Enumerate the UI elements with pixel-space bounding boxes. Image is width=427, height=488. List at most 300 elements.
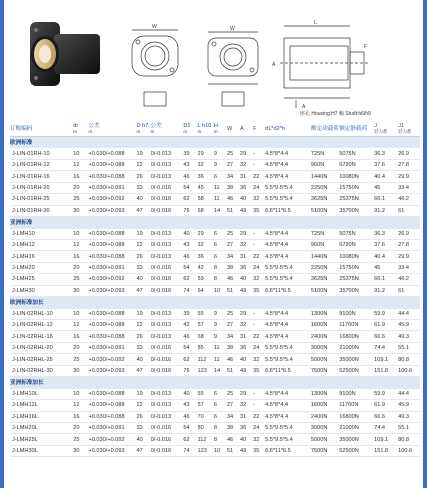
table-cell: 1440N [311,251,339,262]
table-cell: 0/-0.016 [151,342,184,353]
table-cell: 54 [183,182,197,193]
table-cell: 34 [227,251,240,262]
table-cell: 16800N [339,411,374,422]
table-cell: 44.4 [398,308,420,319]
table-cell: 26.9 [398,228,420,239]
table-cell: 66.1 [374,194,398,205]
table-cell: 36 [240,422,253,433]
table-row [10,239,420,250]
table-cell: 32 [240,239,253,250]
svg-text:A: A [272,62,276,68]
table-cell: +0.030/+0.091 [89,342,137,353]
order-code-cell: J-LMH12 [10,239,73,250]
table-cell: 54 [183,342,197,353]
column-header-unit: m [213,129,218,134]
table-cell: - [253,400,265,411]
order-code-cell: J-LMH30 [10,285,73,296]
table-cell: 112 [198,354,214,365]
table-cell: 8 [214,262,227,273]
table-cell: - [253,320,265,331]
table-cell: 40.4 [374,251,398,262]
table-row [10,388,420,399]
table-row [10,148,420,159]
table-cell: 36 [240,182,253,193]
table-cell: 6.6*11*6.5 [265,365,311,376]
table-cell: 123 [198,365,214,376]
svg-text:W: W [152,24,157,30]
table-cell: 29 [198,228,214,239]
table-cell: 10080N [339,251,374,262]
table-cell: 0/-0.013 [151,400,184,411]
table-cell: +0.030/+0.088 [89,400,137,411]
table-cell: 30 [73,285,88,296]
table-row [10,285,420,296]
table-cell: 10080N [339,171,374,182]
order-code-cell: J-LIN-02RHL-20 [10,342,73,353]
order-code-cell: J-LMH16 [10,251,73,262]
table-cell: 1300N [311,388,339,399]
table-cell: 32 [198,159,214,170]
tolerance-caption: 座孔 Housing:H7 軸 Shaft:h6/h9 [300,111,371,117]
table-cell: 22 [253,251,265,262]
table-cell: 32 [253,434,265,445]
table-cell: 40 [183,388,197,399]
table-cell: 6 [214,171,227,182]
table-row [10,320,420,331]
column-header-label: dr [73,123,79,129]
column-header-unit: m [73,129,77,134]
table-cell: 22 [136,320,150,331]
column-header-label: J [374,123,377,129]
table-cell: 960N [311,159,339,170]
table-cell: 49 [240,205,253,216]
table-cell: 49.3 [398,331,420,342]
table-cell: 35 [253,285,265,296]
section-title: 亚洲标准 [10,217,420,228]
table-cell: 32 [240,159,253,170]
table-cell: 32 [253,354,265,365]
table-cell: 39 [183,308,197,319]
table-cell: 25 [73,354,88,365]
table-row [10,171,420,182]
table-cell: - [253,228,265,239]
table-cell: 960N [311,239,339,250]
table-cell: 85 [198,342,214,353]
table-cell: 100.6 [398,365,420,376]
table-cell: 20 [73,182,88,193]
table-cell: 1440N [311,171,339,182]
column-header [339,122,374,137]
table-cell: 4.5*8*4.4 [265,159,311,170]
column-header-unit: m [183,129,188,134]
table-cell: 14 [214,365,227,376]
table-cell: 51 [227,205,240,216]
table-cell: 5.5*9.5*5.4 [265,354,311,365]
table-cell: 46.2 [398,194,420,205]
table-cell: 3000N [311,422,339,433]
order-code-cell: J-LIN-01RH-20 [10,182,73,193]
table-cell: 26.9 [398,148,420,159]
table-cell: 57 [198,400,214,411]
table-cell: 6 [214,411,227,422]
table-cell: 16 [73,411,88,422]
order-code-cell: J-LMH10L [10,388,73,399]
table-cell: 32 [136,342,150,353]
table-cell: 4.5*8*4.4 [265,411,311,422]
table-cell: 7500N [311,365,339,376]
table-cell: 26 [136,171,150,182]
table-cell: 11 [214,194,227,205]
table-cell: +0.030/+0.088 [89,148,137,159]
section-title: 欧洲标准 [10,137,420,148]
table-cell: 42 [183,320,197,331]
table-cell: 11 [214,182,227,193]
table-cell: 9100N [339,308,374,319]
table-cell: 21000N [339,342,374,353]
table-cell: 0/-0.013 [151,159,184,170]
table-cell: 0/-0.016 [151,182,184,193]
table-cell: 54 [183,262,197,273]
column-header [253,122,265,137]
table-cell: 151.8 [374,365,398,376]
column-header [136,122,150,137]
table-cell: 29 [240,148,253,159]
table-cell: 38 [227,422,240,433]
table-cell: 80.8 [398,354,420,365]
table-cell: - [253,239,265,250]
column-header [311,122,339,137]
table-cell: 29 [198,148,214,159]
table-cell: 55.1 [398,342,420,353]
table-cell: 40 [136,274,150,285]
table-cell: +0.030/+0.091 [89,262,137,273]
column-header [398,122,420,137]
table-cell: 46 [227,354,240,365]
table-cell: 3625N [311,194,339,205]
table-row [10,331,420,342]
table-cell: 4.5*8*4.4 [265,171,311,182]
column-header-unit: 轻力系 [398,129,412,134]
column-header [89,122,137,137]
table-cell: 51 [227,445,240,456]
column-header-label: 公差 [150,123,162,129]
table-cell: +0.030/+0.088 [89,171,137,182]
table-cell: 8 [214,422,227,433]
table-cell: 25 [227,308,240,319]
table-cell: 25375N [339,194,374,205]
table-cell: 46 [183,331,197,342]
table-cell: 4.5*8*4.4 [265,331,311,342]
column-header-label: D1 [183,123,191,129]
column-header-unit: m [136,129,141,134]
table-cell: 42 [198,262,214,273]
table-cell: 5.5*9.5*5.4 [265,422,311,433]
table-cell: 29 [240,228,253,239]
table-cell: 35 [253,205,265,216]
section-header-row [10,377,420,388]
table-cell: 0/-0.016 [151,434,184,445]
order-code-cell: J-LIN-01RH-16 [10,171,73,182]
table-cell: 32 [136,182,150,193]
table-cell: 61 [398,285,420,296]
table-cell: 76 [183,205,197,216]
table-cell: +0.030/+0.088 [89,251,137,262]
table-cell: 0/-0.016 [151,422,184,433]
table-cell: 27.8 [398,159,420,170]
table-cell: 32 [240,400,253,411]
table-cell: 40 [240,274,253,285]
table-cell: 37.6 [374,159,398,170]
table-cell: 45 [374,182,398,193]
table-cell: 64 [198,285,214,296]
table-cell: 61.9 [374,400,398,411]
column-header-label: 额定静载荷 [339,126,368,132]
column-header [227,122,240,137]
svg-text:L: L [314,20,317,26]
table-cell: 22 [136,239,150,250]
table-cell: 22 [253,331,265,342]
table-cell: 10 [73,148,88,159]
table-cell: 1600N [311,320,339,331]
table-cell: 27 [227,320,240,331]
table-cell: +0.030/+0.088 [89,239,137,250]
table-cell: 47 [136,285,150,296]
table-cell: 10 [73,228,88,239]
table-cell: 9 [214,320,227,331]
section-header-row [10,217,420,228]
table-cell: 12 [73,400,88,411]
table-row [10,274,420,285]
table-cell: +0.030/+0.093 [89,285,137,296]
column-header [183,122,197,137]
table-cell: 66.6 [374,411,398,422]
table-cell: 20 [73,422,88,433]
table-cell: 5.5*9.5*5.4 [265,342,311,353]
table-row [10,182,420,193]
table-cell: 62 [183,274,197,285]
table-cell: 4.5*8*4.4 [265,400,311,411]
table-cell: 16800N [339,331,374,342]
table-cell: 46 [183,251,197,262]
table-cell: +0.030/+0.092 [89,354,137,365]
table-cell: 36.3 [374,148,398,159]
table-cell: +0.030/+0.088 [89,228,137,239]
table-cell: 5000N [311,434,339,445]
table-cell: 4.5*8*4.4 [265,239,311,250]
table-cell: 0/-0.013 [151,388,184,399]
table-cell: 29.9 [398,251,420,262]
table-cell: 40 [183,228,197,239]
table-cell: 46 [227,194,240,205]
table-cell: 10 [73,308,88,319]
column-header-unit: m [88,129,93,134]
column-header-label: W [226,126,233,132]
table-cell: 36 [198,251,214,262]
section-title: 亚洲标准加长 [10,377,420,388]
table-cell: 31 [240,251,253,262]
table-cell: 123 [198,445,214,456]
table-cell: 4.5*8*4.4 [265,251,311,262]
table-cell: 35700N [339,285,374,296]
section-title: 欧洲标准加长 [10,297,420,308]
table-cell: 6 [214,251,227,262]
table-body [10,137,420,457]
table-cell: 25375N [339,274,374,285]
table-cell: +0.030/+0.088 [89,320,137,331]
column-header-label: L h10 [197,123,212,129]
table-cell: +0.030/+0.088 [89,159,137,170]
table-cell: 35 [253,445,265,456]
table-cell: 725N [311,148,339,159]
table-cell: 0/-0.013 [151,228,184,239]
column-header-label: J1 [398,123,405,129]
table-cell: 25 [73,194,88,205]
table-cell: 5100N [311,285,339,296]
table-cell: 6.6*11*6.5 [265,205,311,216]
table-cell: 0/-0.013 [151,411,184,422]
table-cell: 27 [227,239,240,250]
order-code-cell: J-LMH20L [10,422,73,433]
table-cell: 43 [183,239,197,250]
column-header-label: F [253,126,257,132]
column-header-unit: m [150,129,155,134]
table-cell: 6720N [339,159,374,170]
table-cell: 34 [227,411,240,422]
table-cell: 5075N [339,148,374,159]
table-cell: 40 [136,434,150,445]
table-cell: 33.4 [398,182,420,193]
table-cell: 61.9 [374,320,398,331]
table-cell: 29.9 [398,171,420,182]
table-row [10,251,420,262]
table-cell: 70 [198,411,214,422]
order-code-cell: J-LIN-01RH-25 [10,194,73,205]
table-cell: 45 [374,262,398,273]
table-cell: 40 [240,354,253,365]
table-cell: 45.9 [398,320,420,331]
table-cell: 61 [398,205,420,216]
table-cell: 2400N [311,411,339,422]
table-cell: 49 [240,285,253,296]
table-cell: 40 [240,434,253,445]
table-cell: 0/-0.016 [151,445,184,456]
order-code-cell: J-LIN-02RHL-25 [10,354,73,365]
table-cell: 59.9 [374,308,398,319]
table-cell: 6 [214,400,227,411]
table-cell: 1600N [311,400,339,411]
table-cell: 38 [227,262,240,273]
table-cell: 34 [227,171,240,182]
table-cell: 8 [214,274,227,285]
table-cell: +0.030/+0.088 [89,388,137,399]
table-cell: 5.5*9.5*5.4 [265,274,311,285]
table-cell: 40 [136,194,150,205]
table-cell: 29 [240,388,253,399]
section-header-row [10,297,420,308]
table-cell: 36 [198,171,214,182]
table-cell: 66.6 [374,331,398,342]
table-cell: 74 [183,445,197,456]
table-cell: 46 [227,274,240,285]
table-cell: 10 [214,285,227,296]
product-illustration-area [4,0,423,120]
table-cell: 0/-0.013 [151,331,184,342]
table-cell: 7500N [311,445,339,456]
table-cell: 32 [240,320,253,331]
order-code-cell: J-LIN-02RHL-12 [10,320,73,331]
table-cell: 151.8 [374,445,398,456]
table-cell: 49.3 [398,411,420,422]
column-header-label: D h7 [136,123,149,129]
table-row [10,434,420,445]
table-cell: 12 [73,320,88,331]
table-cell: 11760N [339,400,374,411]
table-cell: 30 [73,445,88,456]
table-cell: 22 [253,171,265,182]
table-cell: 44.4 [398,388,420,399]
table-cell: 6 [214,239,227,250]
table-cell: 46 [227,434,240,445]
table-cell: 11 [214,354,227,365]
table-cell: 5.5*9.5*5.4 [265,262,311,273]
table-cell: 5.5*9.5*5.4 [265,194,311,205]
table-cell: 0/-0.013 [151,148,184,159]
svg-text:A: A [302,104,306,110]
table-cell: 12 [73,239,88,250]
table-cell: 0/-0.013 [151,320,184,331]
column-header [265,122,311,137]
table-cell: 11 [214,342,227,353]
table-cell: 47 [136,445,150,456]
column-header-label: 订购编码 [10,126,33,132]
column-header [151,122,184,137]
table-cell: 4.5*8*4.4 [265,320,311,331]
order-code-cell: J-LMH12L [10,400,73,411]
table-cell: +0.030/+0.093 [89,445,137,456]
order-code-cell: J-LMH25 [10,274,73,285]
table-cell: 32 [136,262,150,273]
table-cell: 5.5*9.5*5.4 [265,434,311,445]
table-cell: 16 [73,171,88,182]
table-cell: 6 [214,228,227,239]
table-cell: +0.030/+0.088 [89,411,137,422]
column-header [240,122,253,137]
table-cell: 46 [183,411,197,422]
table-cell: 4.5*8*4.4 [265,308,311,319]
table-cell: 38 [227,342,240,353]
table-cell: 55 [198,308,214,319]
table-cell: 0/-0.016 [151,285,184,296]
table-cell: 5000N [311,354,339,365]
spec-table [10,122,420,457]
table-cell: 14 [214,205,227,216]
table-cell: 9 [214,159,227,170]
table-cell: 58 [198,194,214,205]
table-cell: 32 [136,422,150,433]
table-cell: 68 [198,331,214,342]
table-cell: 22 [253,411,265,422]
table-cell: 16 [73,251,88,262]
table-cell: 43 [183,159,197,170]
table-cell: 38 [227,182,240,193]
table-cell: 9100N [339,388,374,399]
table-cell: 19 [136,228,150,239]
table-cell: 40 [240,194,253,205]
table-cell: 15750N [339,182,374,193]
column-header [374,122,398,137]
table-cell: 112 [198,434,214,445]
table-cell: 0/-0.013 [151,171,184,182]
